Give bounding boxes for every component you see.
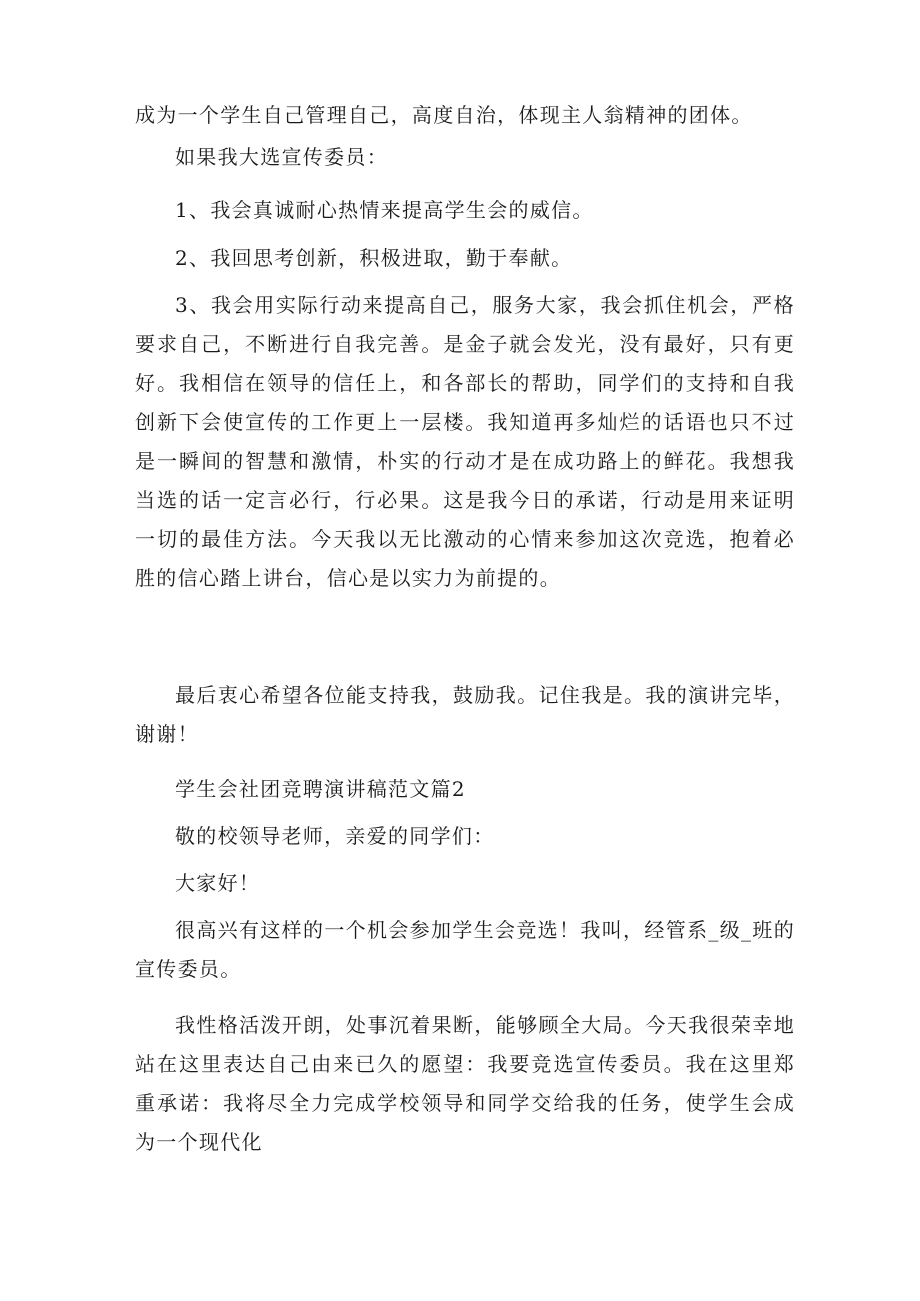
- paragraph-point-2: 2、我回思考创新，积极进取，勤于奉献。: [175, 246, 573, 270]
- paragraph-personality: 我性格活泼开朗，处事沉着果断，能够顾全大局。今天我很荣幸地站在这里表达自己由来已久的愿望：我要竞选宣传委员。我在这里郑重承诺：我将尽全力完成学校领导和同学交给我的任务，使学生会成为一个现代化: [135, 1013, 795, 1154]
- paragraph-point-1: 1、我会真诚耐心热情来提高学生会的威信。: [175, 198, 594, 222]
- paragraph-continuation: 成为一个学生自己管理自己，高度自治，体现主人翁精神的团体。: [135, 103, 753, 127]
- paragraph-introduction: 很高兴有这样的一个机会参加学生会竞选！我叫，经管系_级_班的宣传委员。: [135, 918, 795, 981]
- paragraph-if-elected: 如果我大选宣传委员：: [175, 145, 388, 169]
- paragraph-closing: 最后衷心希望各位能支持我，鼓励我。记住我是。我的演讲完毕，谢谢！: [135, 683, 795, 746]
- paragraph-salutation: 敬的校领导老师，亲爱的同学们：: [175, 824, 495, 848]
- section-heading: 学生会社团竞聘演讲稿范文篇2: [175, 777, 466, 801]
- paragraph-point-3: 3、我会用实际行动来提高自己，服务大家，我会抓住机会，严格要求自己，不断进行自我完善。是金子就会发光，没有最好，只有更好。我相信在领导的信任上，和各部长的帮助，同学们的支持和自我创新下会使宣传的工作更上一层楼。我知道再多灿烂的话语也只不过是一瞬间的智慧和激情，朴实的行动才是在成功路上的鲜花。我想我当选的话一定言必行，行必果。这是我今日的承诺，行动是用来证明一切的最佳方法。今天我以无比激动的心情来参加这次竞选，抱着必胜的信心踏上讲台，信心是以实力为前提的。: [135, 293, 795, 590]
- paragraph-greeting: 大家好！: [175, 871, 261, 895]
